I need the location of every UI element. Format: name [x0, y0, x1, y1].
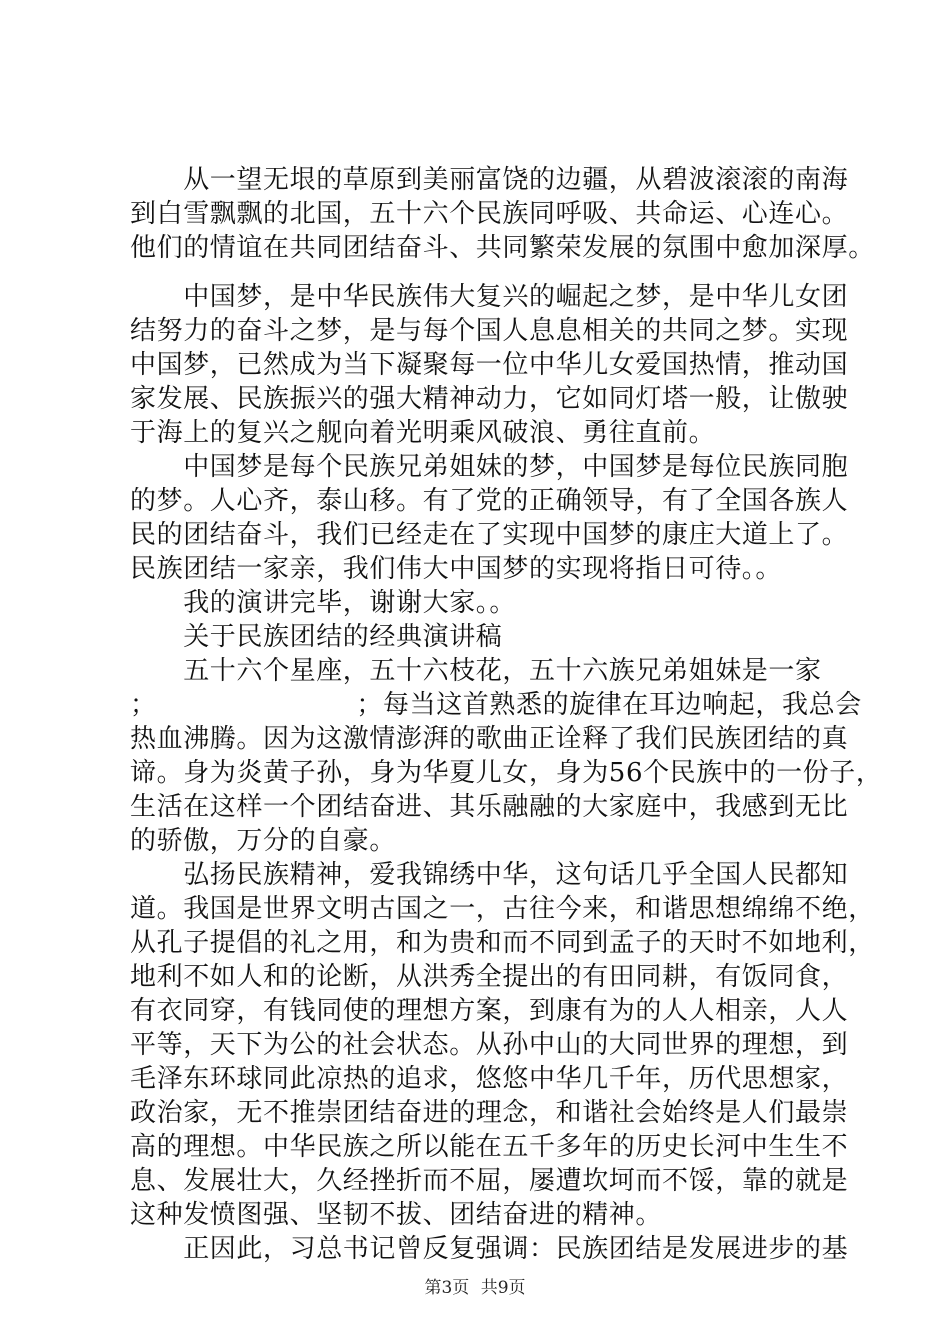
- text-line: 这种发愤图强、坚韧不拔、团结奋进的精神。: [130, 1200, 663, 1230]
- page-total: 共9页: [480, 1278, 526, 1298]
- text-line: ； ；每当这首熟悉的旋律在耳边响起，我总会: [130, 690, 862, 720]
- text-line: 中国梦，是中华民族伟大复兴的崛起之梦，是中华儿女团: [130, 282, 849, 312]
- text-line: 地利不如人和的论断，从洪秀全提出的有田同耕，有饭同食，: [130, 962, 849, 992]
- text-line: 民的团结奋斗，我们已经走在了实现中国梦的康庄大道上了。: [130, 520, 849, 550]
- text-line: 民族团结一家亲，我们伟大中国梦的实现将指日可待。。: [130, 554, 783, 584]
- text-line: 平等，天下为公的社会状态。从孙中山的大同世界的理想，到: [130, 1030, 849, 1060]
- text-line: 我的演讲完毕，谢谢大家。。: [130, 588, 517, 618]
- text-line: 中国梦是每个民族兄弟姐妹的梦，中国梦是每位民族同胞: [130, 452, 849, 482]
- page-number: 第3页: [424, 1278, 470, 1298]
- text-line: 于海上的复兴之舰向着光明乘风破浪、勇往直前。: [130, 418, 716, 448]
- text-line: 息、发展壮大，久经挫折而不屈，屡遭坎坷而不馁，靠的就是: [130, 1166, 849, 1196]
- text-line: 的梦。人心齐，泰山移。有了党的正确领导，有了全国各族人: [130, 486, 849, 516]
- text-line: 谛。身为炎黄子孙，身为华夏儿女，身为56个民族中的一份子，: [130, 758, 883, 788]
- page-footer: [0, 1277, 950, 1299]
- text-line: 中国梦，已然成为当下凝聚每一位中华儿女爱国热情，推动国: [130, 350, 849, 380]
- text-line: 从一望无垠的草原到美丽富饶的边疆，从碧波滚滚的南海: [130, 165, 849, 195]
- text-line: 到白雪飘飘的北国，五十六个民族同呼吸、共命运、心连心。: [130, 199, 849, 229]
- text-line: 他们的情谊在共同团结奋斗、共同繁荣发展的氛围中愈加深厚。: [130, 233, 875, 263]
- text-line: 结努力的奋斗之梦，是与每个国人息息相关的共同之梦。实现: [130, 316, 849, 346]
- text-line: 的骄傲，万分的自豪。: [130, 826, 397, 856]
- text-line: 高的理想。中华民族之所以能在五千多年的历史长河中生生不: [130, 1132, 849, 1162]
- text-line: 道。我国是世界文明古国之一，古往今来，和谐思想绵绵不绝，: [130, 894, 875, 924]
- text-line: 正因此，习总书记曾反复强调：民族团结是发展进步的基: [130, 1234, 849, 1264]
- text-line: 政治家，无不推崇团结奋进的理念，和谐社会始终是人们最崇: [130, 1098, 849, 1128]
- text-line: 家发展、民族振兴的强大精神动力，它如同灯塔一般，让傲驶: [130, 384, 849, 414]
- text-line: 生活在这样一个团结奋进、其乐融融的大家庭中，我感到无比: [130, 792, 849, 822]
- text-line: 毛泽东环球同此凉热的追求，悠悠中华几千年，历代思想家，: [130, 1064, 849, 1094]
- text-line: 有衣同穿，有钱同使的理想方案，到康有为的人人相亲，人人: [130, 996, 849, 1026]
- text-line: 热血沸腾。因为这激情澎湃的歌曲正诠释了我们民族团结的真: [130, 724, 849, 754]
- text-line: 从孔子提倡的礼之用，和为贵和而不同到孟子的天时不如地利，: [130, 928, 875, 958]
- text-line: 关于民族团结的经典演讲稿: [130, 622, 503, 652]
- text-line: 五十六个星座，五十六枝花，五十六族兄弟姐妹是一家: [130, 656, 822, 686]
- text-line: 弘扬民族精神，爱我锦绣中华，这句话几乎全国人民都知: [130, 860, 849, 890]
